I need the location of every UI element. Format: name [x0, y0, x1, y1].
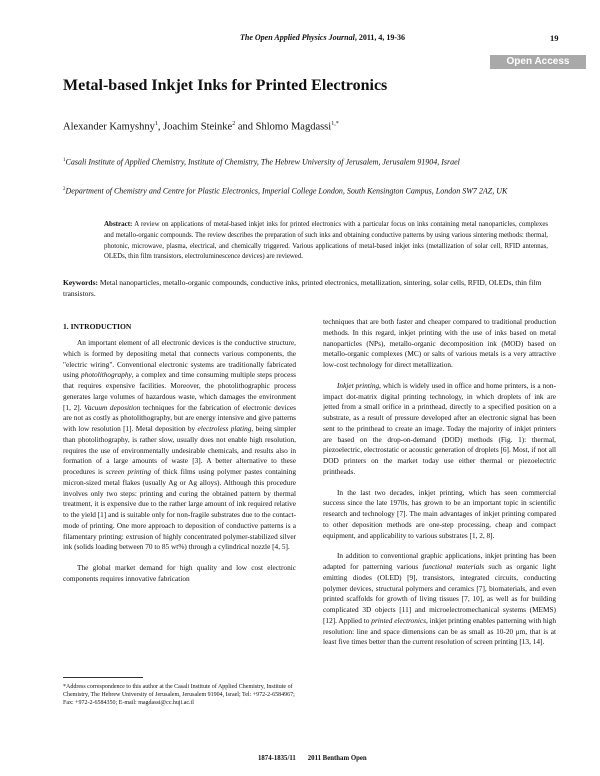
- abstract: [104, 219, 548, 263]
- open-access-badge: Open Access: [490, 55, 586, 69]
- author-name: , Joachim Steinke: [157, 121, 233, 133]
- left-column: [63, 338, 296, 585]
- text-run: , inkjet printing enables patterning with high resolution: line and space dimensions can be as small as 10-20 μm, that is at least five times better than the current resolution of screen printing [13, 14].: [323, 615, 556, 647]
- text-run: An important element of all electronic devices is the conductive structure, which is formed by depositing metal that connects various components, the "electric wiring". Conventional electronic systems are traditionally fabricated using: [63, 338, 296, 380]
- affiliation-text: Department of Chemistry and Centre for Plastic Electronics, Imperial College London, South Kensington Campus, London SW7 2AZ, UK: [65, 186, 508, 196]
- paragraph: The global market demand for high quality and low cost electronic components requires innovative fabrication: [63, 563, 296, 583]
- paragraph: techniques that are both faster and cheaper compared to traditional production methods. In this regard, inkjet printing with the use of inks based on metal nanoparticles (NPs), metallo-organic decomposition ink (MOD) based on metallo-organic complexes (MC) or salts of various metals is a very attractive low-cost technology for direct metallization.: [323, 317, 556, 369]
- footnote-divider: [63, 677, 143, 678]
- author-name: and Shlomo Magdassi: [235, 121, 332, 133]
- italic-term: Vacuum deposition: [84, 402, 141, 412]
- text-run: In addition to conventional graphic applications, inkjet printing has been adapted for patterning various: [323, 551, 556, 571]
- text-run: of thick films using polymer pastes containing micron-sized metal flakes (usually Ag or Ag alloys). Although this procedure involves only two steps: printing and curing the obtained pattern by thermal treatment, it is expensive due to the rather large amount of ink required relative to the yield [1] and is suitable only for non-fragile substrates due to the contact-mode of printing. One more approach to deposition of conductive patterns is a filamentary printing: extrusion of highly concentrated polymer-stabilized silver ink (solids loading between 70 to 85 wt%) through a cylindrical nozzle [4, 5].: [63, 467, 296, 552]
- italic-term: screen printing: [105, 467, 151, 476]
- abstract-label: Abstract:: [104, 220, 133, 228]
- author-affiliation-mark: 1,*: [331, 121, 339, 127]
- paragraph: In the last two decades, inkjet printing, which has seen commercial success since the late 1970s, has grown to be an important topic in scientific research and technology [7]. The main advantages of inkjet printing compared to other deposition methods are one-step processing, cheap and compact equipment, and applicability to various substrates [1, 2, 8].: [323, 487, 556, 540]
- affiliation-1: [63, 155, 553, 168]
- italic-term: Inkjet printing: [337, 380, 380, 390]
- publisher-copyright: 2011 Bentham Open: [307, 755, 367, 762]
- text-run: , a complex and time consuming multiple steps process that requires expensive facilities. Moreover, the photolithographic process generates large volumes of hazardous waste, which damages the environment [1, 2].: [63, 370, 297, 412]
- italic-term: electroless plating: [197, 424, 252, 433]
- affiliation-mark: 2: [63, 187, 66, 192]
- page-number: 19: [550, 33, 559, 43]
- journal-volume-pages: , 2011, 4, 19-36: [354, 33, 406, 42]
- italic-term: functional materials: [422, 562, 485, 571]
- author-name: Alexander Kamyshny: [63, 121, 155, 133]
- affiliation-text: Casali Institute of Applied Chemistry, Institute of Chemistry, The Hebrew University of Jerusalem, Jerusalem 91904, Israel: [65, 157, 460, 167]
- paragraph: [323, 551, 556, 648]
- right-column: [323, 317, 556, 648]
- author-list: [63, 121, 339, 133]
- text-run: such as organic light emitting diodes (OLED) [9], transistors, integrated circuits, conducting polymer devices, structural polymers and ceramics [7], biomaterials, and even printed scaffolds for growth of living tissues [7, 10], as well as for building complicated 3D objects [11] and microelectromechanical systems (MEMS) [12]. Applied to: [323, 562, 556, 625]
- journal-citation: [240, 33, 405, 42]
- abstract-text: A review on applications of metal-based inkjet inks for printed electronics with a particular focus on inks containing metal nanoparticles, complexes and metallo-organic compounds. The review describes the preparation of such inks and obtaining conductive patterns by using various sintering methods: thermal, photonic, microwave, plasma, electrical, and chemically triggered. Various applications of metal-based inkjet inks (metallization of solar cell, RFID antennas, OLEDs, thin film transistors, electroluminescence devices) are reviewed.: [104, 221, 548, 261]
- paper-title: Metal-based Inkjet Inks for Printed Electronics: [63, 77, 388, 94]
- author-affiliation-mark: 1: [154, 121, 158, 127]
- keywords-text: Metal nanoparticles, metallo-organic compounds, conductive inks, printed electronics, metallization, sintering, solar cells, RFID, OLEDs, thin film transistors.: [63, 278, 542, 298]
- keywords-label: Keywords:: [63, 278, 98, 287]
- keywords: [63, 278, 558, 299]
- issn: 1874-1835/11: [258, 755, 296, 762]
- text-run: , which is widely used in office and home printers, is a non-impact dot-matrix digital printing technology, in which droplets of ink are jetted from a small orifice in a printhead, directly to a specified position on a substrate, as a result of pressure developed after an electronic signal has been sent to the printhead to create an image. Today the majority of inkjet printers are based on the drop-on-demand (DOD) methods (Fig. 1): thermal, piezoelectric, electrostatic or acoustic generation of droplets [6]. Most, if not all DOD printers on the market today use either thermal or piezoelectric printheads.: [323, 380, 557, 476]
- journal-name: The Open Applied Physics Journal: [240, 33, 355, 42]
- text-run: techniques for the fabrication of electronic devices are not as costly as photolithography, but are energy intensive and give patterns with low resolution [1]. Metal deposition by: [63, 402, 296, 433]
- affiliation-mark: 1: [63, 158, 66, 163]
- affiliation-2: [63, 184, 553, 197]
- author-affiliation-mark: 2: [232, 121, 236, 127]
- italic-term: photolithography: [81, 370, 132, 380]
- page-footer: [258, 755, 367, 762]
- text-run: , being simpler than photolithography, is rather slow, usually does not enable high resolution, requires the use of environmentally undesirable chemicals, and results also in formation of a large amounts of waste [3]. A better alternative to these procedures is: [63, 424, 297, 476]
- section-heading: 1. INTRODUCTION: [63, 322, 132, 331]
- paragraph: [323, 381, 556, 478]
- italic-term: printed electronics: [371, 615, 426, 625]
- correspondence-footnote: *Address correspondence to this author at the Casali Institute of Applied Chemistry, Institute of Chemistry, The Hebrew University of Jerusalem, Jerusalem 91904, Israel; Tel: +972-2-6584967; Fax: +972-2-6584350; E-mail: magdassi@cc.huji.ac.il: [63, 684, 295, 706]
- paragraph: [63, 338, 296, 553]
